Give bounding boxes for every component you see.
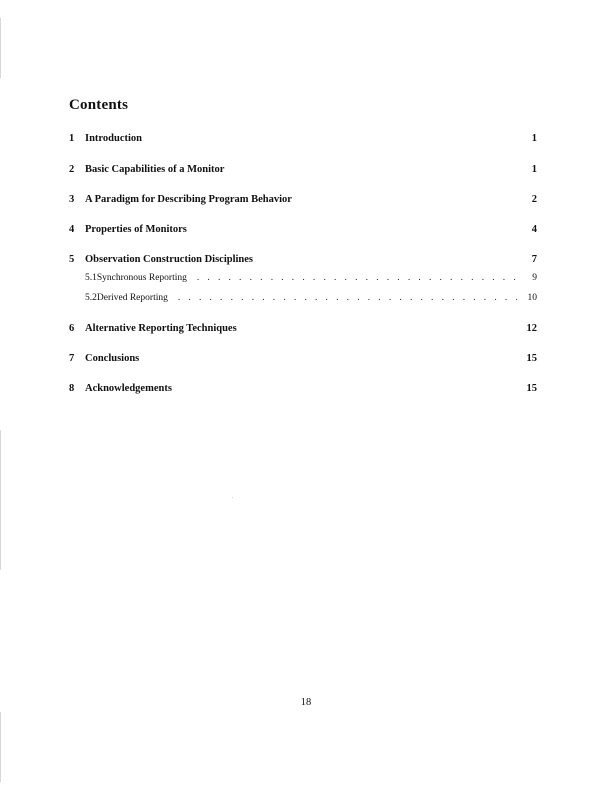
toc-entry-title: Properties of Monitors xyxy=(85,224,187,235)
dot-leader xyxy=(178,293,517,303)
toc-entry-number: 1 xyxy=(69,133,75,144)
toc-entry-title: Introduction xyxy=(85,133,142,144)
scan-speck xyxy=(232,497,233,498)
toc-subentry-synchronous-reporting xyxy=(85,273,537,283)
toc-entry-page: 1 xyxy=(531,164,537,175)
dot-leader xyxy=(197,273,517,283)
toc-entry-title: Derived Reporting xyxy=(96,293,168,303)
toc-entry-page: 1 xyxy=(531,133,537,144)
page-number: 18 xyxy=(300,697,312,708)
toc-entry-alternative-reporting xyxy=(69,323,537,334)
scan-edge-mark-bottom xyxy=(0,712,1,782)
toc-entry-number: 3 xyxy=(69,194,75,205)
toc-entry-number: 7 xyxy=(69,353,75,364)
toc-entry-title: Synchronous Reporting xyxy=(96,273,187,283)
toc-entry-title: Conclusions xyxy=(85,353,140,364)
toc-entry-number: 6 xyxy=(69,323,75,334)
toc-entry-number: 2 xyxy=(69,164,75,175)
toc-entry-properties xyxy=(69,224,537,235)
toc-entry-page: 4 xyxy=(531,224,537,235)
toc-entry-page: 7 xyxy=(531,254,537,265)
toc-entry-title: Observation Construction Disciplines xyxy=(85,254,254,265)
toc-entry-number: 5.2 xyxy=(85,293,97,303)
toc-entry-title: A Paradigm for Describing Program Behavior xyxy=(85,194,292,205)
toc-entry-page: 15 xyxy=(526,353,537,364)
toc-entry-title: Alternative Reporting Techniques xyxy=(85,323,237,334)
toc-entry-page: 10 xyxy=(527,293,537,303)
scan-edge-mark-middle xyxy=(0,430,1,570)
toc-entry-number: 5.1 xyxy=(85,273,97,283)
toc-entry-number: 4 xyxy=(69,224,75,235)
toc-entry-title: Basic Capabilities of a Monitor xyxy=(85,164,225,175)
toc-entry-paradigm xyxy=(69,194,537,205)
toc-entry-observation-construction xyxy=(69,254,537,265)
toc-entry-page: 2 xyxy=(531,194,537,205)
toc-entry-page: 9 xyxy=(532,273,537,283)
toc-entry-number: 5 xyxy=(69,254,75,265)
toc-entry-conclusions xyxy=(69,353,537,364)
toc-entry-basic-capabilities xyxy=(69,164,537,175)
toc-entry-introduction xyxy=(69,133,537,144)
toc-subentry-derived-reporting xyxy=(85,293,537,303)
toc-entry-number: 8 xyxy=(69,383,75,394)
scan-edge-mark-top xyxy=(0,18,1,78)
toc-entry-page: 15 xyxy=(526,383,537,394)
contents-heading: Contents xyxy=(69,97,129,113)
toc-entry-title: Acknowledgements xyxy=(85,383,172,394)
toc-entry-acknowledgements xyxy=(69,383,537,394)
toc-entry-page: 12 xyxy=(526,323,537,334)
